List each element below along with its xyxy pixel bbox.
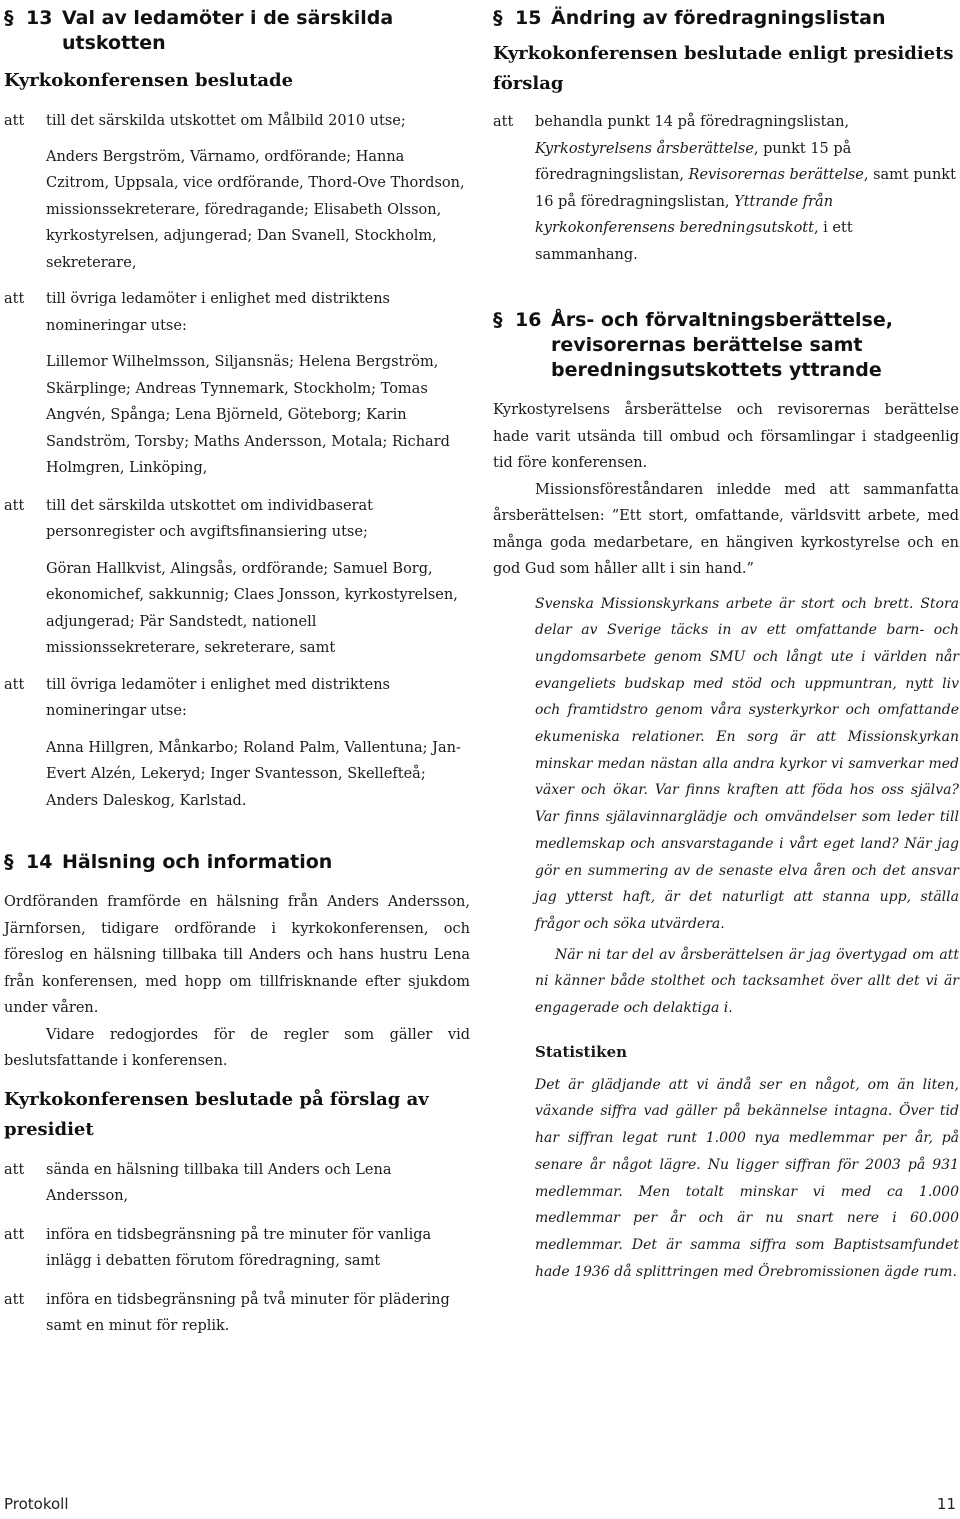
paragraph: Missionsföreståndaren inledde med att sammanfatta årsberättelsen: ”Ett stort, omfattande, världsvitt arbete, med många goda medarbetare, en hängiven kyrkostyrelse och en god Gud som håller allt i sin hand.” bbox=[493, 481, 959, 577]
section-symbol: § bbox=[4, 7, 14, 29]
att-item bbox=[4, 108, 470, 135]
section-number: 13 bbox=[26, 7, 53, 29]
att-text: till övriga ledamöter i enlighet med distriktens nomineringar utse: bbox=[46, 291, 390, 334]
section-number: 16 bbox=[515, 309, 542, 331]
section-15-heading bbox=[493, 6, 959, 31]
left-column bbox=[4, 0, 470, 1340]
att-label: att bbox=[4, 1291, 25, 1308]
section-symbol: § bbox=[493, 309, 503, 331]
quote-paragraph: Svenska Missionskyrkans arbete är stort och brett. Stora delar av Sverige täcks in av ett omfattande barn- och ungdomsarbete genom SMU och långt ute i världen når evangeliets budskap med stöd och uppmuntran, nytt liv och framtidstro genom våra systerkyrkor och omfattande ekumeniska relationer. En sorg är att Missionskyrkan minskar medan nästan alla andra kyrkor vi samverkar med växer och ökar. Var finns kraften att föda hos oss själva? Var finns själavinnarglädje och omvändelser som leder till medlemskap och ansvarstagande i vårt eget land? När jag gör en summering av de senaste elva åren och det ansvar jag ytterst haft, är det naturligt att stanna upp, ställa frågor och söka utvärdera. bbox=[535, 595, 959, 932]
att-label: att bbox=[493, 114, 514, 130]
att-item bbox=[493, 109, 959, 268]
section-title: Ändring av föredragningslistan bbox=[551, 7, 886, 29]
paragraph: Ordföranden framförde en hälsning från Anders Andersson, Järnforsen, tidigare ordförande i kyrkokonferensen, och föreslog en hälsning tillbaka till Anders och hans hustru Lena från konferensen, med hopp om tillfrisknande efter sjukdom under våren. bbox=[4, 894, 470, 1016]
att-label: att bbox=[4, 676, 25, 693]
member-list: Anders Bergström, Värnamo, ordförande; Hanna Czitrom, Uppsala, vice ordförande, Thord-Ove Thordson, missionssekreterare, föredragande; Elisabeth Olsson, kyrkostyrelsen, adjungerad; Dan Svanell, Stockholm, sekreterare, bbox=[46, 148, 465, 271]
decision-heading: Kyrkokonferensen beslutade bbox=[4, 70, 294, 91]
page-number: 11 bbox=[936, 1495, 956, 1513]
member-list: Göran Hallkvist, Alingsås, ordförande; Samuel Borg, ekonomichef, sakkunnig; Claes Jonsson, kyrkostyrelsen, adjungerad; Pär Sandstedt, nationell missionssekreterare, sekreterare, samt bbox=[46, 560, 458, 656]
att-label: att bbox=[4, 1226, 25, 1243]
subsection-heading: Statistiken bbox=[535, 1042, 628, 1061]
att-label: att bbox=[4, 1161, 25, 1178]
section-title: Val av ledamöter i de särskilda utskotten bbox=[62, 7, 394, 54]
att-label: att bbox=[4, 291, 25, 307]
section-symbol: § bbox=[4, 851, 14, 873]
quote-paragraph: Det är glädjande att vi ändå ser en något, om än liten, växande siffra vad gäller på bekännelse intagna. Över tid har siffran legat runt 1.000 nya medlemmar per år, på senare år något lägre. Nu ligger siffran för 2003 på 931 medlemmar. Men totalt minskar vi med ca 1.000 medlemmar per år och är nu snart nere i 60.000 medlemmar. Det är samma siffra som Baptistsamfundet hade 1936 då splittringen med Örebromissionen ägde rum. bbox=[535, 1076, 959, 1280]
att-text: införa en tidsbegränsning på tre minuter för vanliga inlägg i debatten förutom föredragning, samt bbox=[46, 1226, 432, 1269]
section-title: Års- och förvaltningsberättelse, revisorernas berättelse samt beredningsutskottets yttrande bbox=[551, 309, 893, 381]
section-14-heading bbox=[4, 850, 470, 875]
att-text: införa en tidsbegränsning på två minuter för plädering samt en minut för replik. bbox=[46, 1291, 450, 1334]
att-item bbox=[4, 672, 470, 725]
att-label: att bbox=[4, 113, 25, 129]
att-item bbox=[4, 286, 470, 339]
member-list: Anna Hillgren, Månkarbo; Roland Palm, Vallentuna; Jan-Evert Alzén, Lekeryd; Inger Svantesson, Skellefteå; Anders Daleskog, Karlstad. bbox=[46, 739, 461, 809]
att-text: till det särskilda utskottet om individbaserat personregister och avgiftsfinansiering utse; bbox=[46, 497, 373, 540]
section-number: 14 bbox=[26, 851, 53, 873]
section-title: Hälsning och information bbox=[62, 851, 333, 873]
att-item bbox=[4, 1157, 470, 1210]
att-text: behandla punkt 14 på föredragningslistan, Kyrkostyrelsens årsberättelse, punkt 15 på föredragningslistan, Revisorernas berättelse, samt punkt 16 på föredragningslistan, Yttrande från kyrkokonferensens beredningsutskott, i ett sammanhang. bbox=[535, 114, 956, 263]
section-number: 15 bbox=[515, 7, 542, 29]
att-text: till övriga ledamöter i enlighet med distriktens nomineringar utse: bbox=[46, 676, 390, 719]
att-item bbox=[4, 1287, 470, 1340]
quote-paragraph: När ni tar del av årsberättelsen är jag övertygad om att ni känner både stolthet och tacksamhet över allt det vi är engagerade och delaktiga i. bbox=[535, 946, 959, 1017]
att-item bbox=[4, 1222, 470, 1275]
att-text: sända en hälsning tillbaka till Anders och Lena Andersson, bbox=[46, 1161, 392, 1204]
att-text: till det särskilda utskottet om Målbild 2010 utse; bbox=[46, 113, 406, 129]
decision-heading: Kyrkokonferensen beslutade på förslag av presidiet bbox=[4, 1088, 429, 1140]
footer-label: Protokoll bbox=[4, 1495, 69, 1513]
right-column bbox=[493, 0, 959, 1285]
section-16-heading bbox=[493, 308, 959, 383]
section-symbol: § bbox=[493, 7, 503, 29]
section-13-heading bbox=[4, 6, 470, 56]
decision-heading: Kyrkokonferensen beslutade enligt presidiets förslag bbox=[493, 43, 954, 94]
att-label: att bbox=[4, 497, 25, 514]
paragraph: Kyrkostyrelsens årsberättelse och revisorernas berättelse hade varit utsända till ombud och församlingar i stadgeenlig tid före konferensen. bbox=[493, 402, 959, 471]
paragraph: Vidare redogjordes för de regler som gäller vid beslutsfattande i konferensen. bbox=[4, 1026, 470, 1069]
att-item bbox=[4, 493, 470, 546]
member-list: Lillemor Wilhelmsson, Siljansnäs; Helena Bergström, Skärplinge; Andreas Tynnemark, Stockholm; Tomas Angvén, Spånga; Lena Björneld, Göteborg; Karin Sandström, Torsby; Maths Andersson, Motala; Richard Holmgren, Linköping, bbox=[46, 354, 450, 476]
